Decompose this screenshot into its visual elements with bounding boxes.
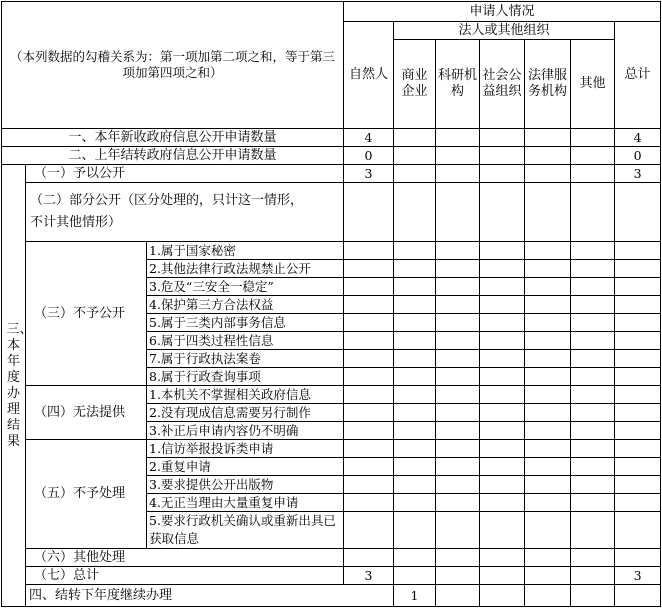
- col-header-natural-person: 自然人: [344, 22, 394, 129]
- cell-total: [615, 183, 661, 242]
- sub-item-label: 3.补正后申请内容仍不明确: [147, 422, 344, 440]
- cell-public-welfare: [480, 549, 525, 567]
- sub-item-label: [147, 512, 344, 549]
- cell-commercial: [394, 567, 436, 585]
- cell-total: 3: [615, 165, 661, 183]
- legal-persons-group-header: 法人或其他组织: [394, 22, 615, 40]
- disclosure-statistics-table: [1, 1, 661, 607]
- table-row-subtotal: [2, 567, 661, 585]
- row-label: [26, 183, 344, 242]
- cell-other: [571, 567, 615, 585]
- cell-other: [571, 165, 615, 183]
- cell-other: [571, 147, 615, 165]
- cell-legal-service: [525, 129, 571, 147]
- row-label: 四、结转下年度继续办理: [26, 585, 394, 607]
- cell-research: [436, 147, 480, 165]
- cell-research: [436, 183, 480, 242]
- table-row-unable-1: [2, 386, 661, 404]
- applicant-situation-header: 申请人情况: [344, 2, 661, 22]
- cell-legal-service: [525, 165, 571, 183]
- cell-legal-service: [525, 183, 571, 242]
- row-label-text: （二）部分公开（区分处理的，只计这一情形，不计其他情形）: [30, 193, 304, 230]
- cell-research: [480, 585, 525, 607]
- section-3-text: 三、本年度办理结果: [6, 321, 33, 449]
- sub-item-label: 5.属于三类内部事务信息: [147, 314, 344, 332]
- cell-research: [436, 129, 480, 147]
- sub-item-label: 3.要求提供公开出版物: [147, 476, 344, 494]
- cell-public-welfare: [525, 585, 571, 607]
- col-header-commercial: 商业企业: [394, 40, 436, 129]
- table-row-partial: [2, 183, 661, 242]
- cell-commercial: [394, 147, 436, 165]
- col-header-research: 科研机构: [436, 40, 480, 129]
- group-label-unable: （四）无法提供: [26, 386, 147, 440]
- col-header-total: 总计: [615, 22, 661, 129]
- cell-total: 4: [615, 129, 661, 147]
- sub-item-label: 1.信访举报投诉类申请: [147, 440, 344, 458]
- section-3-label: [2, 165, 33, 607]
- cell-legal-service: [571, 585, 615, 607]
- sub-item-label: 2.重复申请: [147, 458, 344, 476]
- cell-public-welfare: [480, 183, 525, 242]
- cell-natural-person: [344, 549, 394, 567]
- cell-total: [615, 549, 661, 567]
- sub-item-label: 7.属于行政执法案卷: [147, 350, 344, 368]
- cell-commercial: [436, 585, 480, 607]
- cell-public-welfare: [480, 165, 525, 183]
- cell-natural-person: 4: [344, 129, 394, 147]
- cell-natural-person: 1: [394, 585, 436, 607]
- cell-commercial: [394, 129, 436, 147]
- sub-item-label: 1.属于国家秘密: [147, 242, 344, 260]
- sub-item-label: 6.属于四类过程性信息: [147, 332, 344, 350]
- cell-natural-person: 3: [344, 165, 394, 183]
- cell-natural-person: 0: [344, 147, 394, 165]
- table-row-not-processed-1: [2, 440, 661, 458]
- cell-commercial: [394, 549, 436, 567]
- cell-public-welfare: [480, 147, 525, 165]
- sub-item-label: 3.危及“三安全一稳定”: [147, 278, 344, 296]
- sub-item-label: 8.属于行政查询事项: [147, 368, 344, 386]
- col-header-legal-service: 法律服务机构: [525, 40, 571, 129]
- row-label: （六）其他处理: [26, 549, 344, 567]
- cell-other: [571, 129, 615, 147]
- table-row-carried-over: [2, 147, 661, 165]
- cell-research: [436, 549, 480, 567]
- group-label-not-disclosed: （三）不予公开: [26, 242, 147, 386]
- cell-natural-person: [344, 183, 394, 242]
- col-header-public-welfare: 社会公益组织: [480, 40, 525, 129]
- cell-other: [571, 183, 615, 242]
- cell-legal-service: [525, 549, 571, 567]
- sub-item-label-text: 5.要求行政机关确认或重新出具已获取信息: [149, 513, 336, 546]
- col-header-other: 其他: [571, 40, 615, 129]
- cell-total: 0: [615, 147, 661, 165]
- cell-legal-service: [525, 567, 571, 585]
- table-row-disclosed: [2, 165, 661, 183]
- row-label: （一）予以公开: [26, 165, 344, 183]
- table-row-carry-forward: [2, 585, 661, 607]
- cell-research: [436, 165, 480, 183]
- sub-item-label: 2.没有现成信息需要另行制作: [147, 404, 344, 422]
- cell-other: [615, 585, 661, 607]
- cell-public-welfare: [480, 567, 525, 585]
- cell-natural-person: 3: [344, 567, 394, 585]
- table-row-new-requests: [2, 129, 661, 147]
- cell-research: [436, 567, 480, 585]
- sub-item-label: 4.无正当理由大量重复申请: [147, 494, 344, 512]
- row-label: （七）总计: [26, 567, 344, 585]
- cell-commercial: [394, 165, 436, 183]
- cell-total: 3: [615, 567, 661, 585]
- table-row-not-disclosed-1: [2, 242, 661, 260]
- row-label: 一、本年新收政府信息公开申请数量: [2, 129, 344, 147]
- disclosure-statistics-table-wrapper: [1, 1, 661, 607]
- table-row-other-processing: [2, 549, 661, 567]
- cell-other: [571, 549, 615, 567]
- calculation-note: （本列数据的勾稽关系为：第一项加第二项之和，等于第三项加第四项之和）: [2, 2, 344, 129]
- sub-item-label: 1.本机关不掌握相关政府信息: [147, 386, 344, 404]
- row-label: 二、上年结转政府信息公开申请数量: [2, 147, 344, 165]
- cell-commercial: [394, 183, 436, 242]
- cell-legal-service: [525, 147, 571, 165]
- sub-item-label: 2.其他法律行政法规禁止公开: [147, 260, 344, 278]
- sub-item-label: 4.保护第三方合法权益: [147, 296, 344, 314]
- cell-public-welfare: [480, 129, 525, 147]
- header-row-1: [2, 2, 661, 22]
- group-label-not-processed: （五）不予处理: [26, 440, 147, 549]
